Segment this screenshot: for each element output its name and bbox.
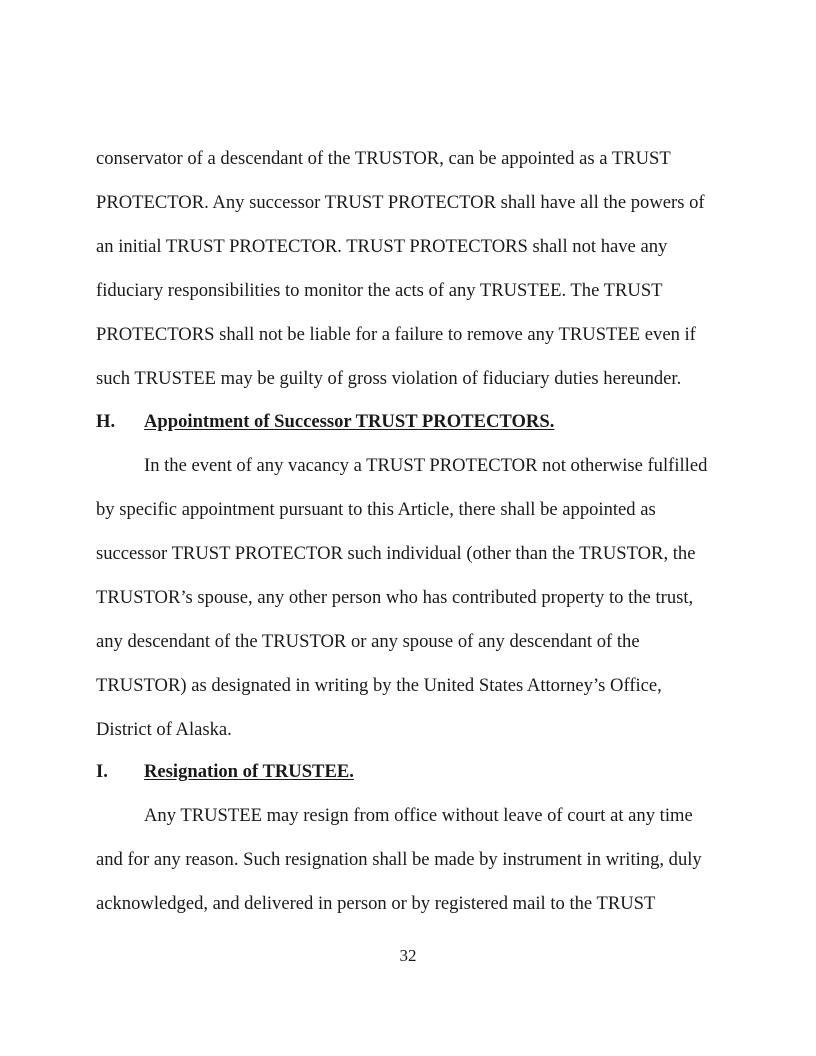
- section-title: Appointment of Successor TRUST PROTECTORS.: [144, 411, 555, 432]
- body-line: by specific appointment pursuant to this Article, there shall be appointed as: [96, 499, 656, 520]
- body-line: TRUSTOR) as designated in writing by the United States Attorney’s Office,: [96, 675, 662, 696]
- body-line: such TRUSTEE may be guilty of gross violation of fiduciary duties hereunder.: [96, 368, 682, 389]
- section-i-heading: [96, 760, 354, 784]
- body-line: District of Alaska.: [96, 719, 232, 740]
- body-line: and for any reason. Such resignation shall be made by instrument in writing, duly: [96, 849, 702, 870]
- body-line: In the event of any vacancy a TRUST PROTECTOR not otherwise fulfilled: [144, 455, 708, 476]
- body-line: fiduciary responsibilities to monitor the acts of any TRUSTEE. The TRUST: [96, 280, 663, 301]
- page-number: 32: [399, 946, 417, 965]
- body-line: acknowledged, and delivered in person or by registered mail to the TRUST: [96, 893, 656, 914]
- body-line: an initial TRUST PROTECTOR. TRUST PROTECTORS shall not have any: [96, 236, 668, 257]
- body-line: successor TRUST PROTECTOR such individual (other than the TRUSTOR, the: [96, 543, 696, 564]
- body-line: any descendant of the TRUSTOR or any spouse of any descendant of the: [96, 631, 640, 652]
- section-letter: H.: [96, 411, 116, 432]
- section-title: Resignation of TRUSTEE.: [144, 761, 354, 782]
- body-line: PROTECTORS shall not be liable for a failure to remove any TRUSTEE even if: [96, 324, 696, 345]
- section-letter: I.: [96, 761, 108, 782]
- body-line: Any TRUSTEE may resign from office without leave of court at any time: [144, 805, 693, 826]
- body-line: PROTECTOR. Any successor TRUST PROTECTOR shall have all the powers of: [96, 192, 705, 213]
- section-h-heading: [96, 410, 554, 434]
- body-line: conservator of a descendant of the TRUSTOR, can be appointed as a TRUST: [96, 148, 671, 169]
- body-line: TRUSTOR’s spouse, any other person who has contributed property to the trust,: [96, 587, 694, 608]
